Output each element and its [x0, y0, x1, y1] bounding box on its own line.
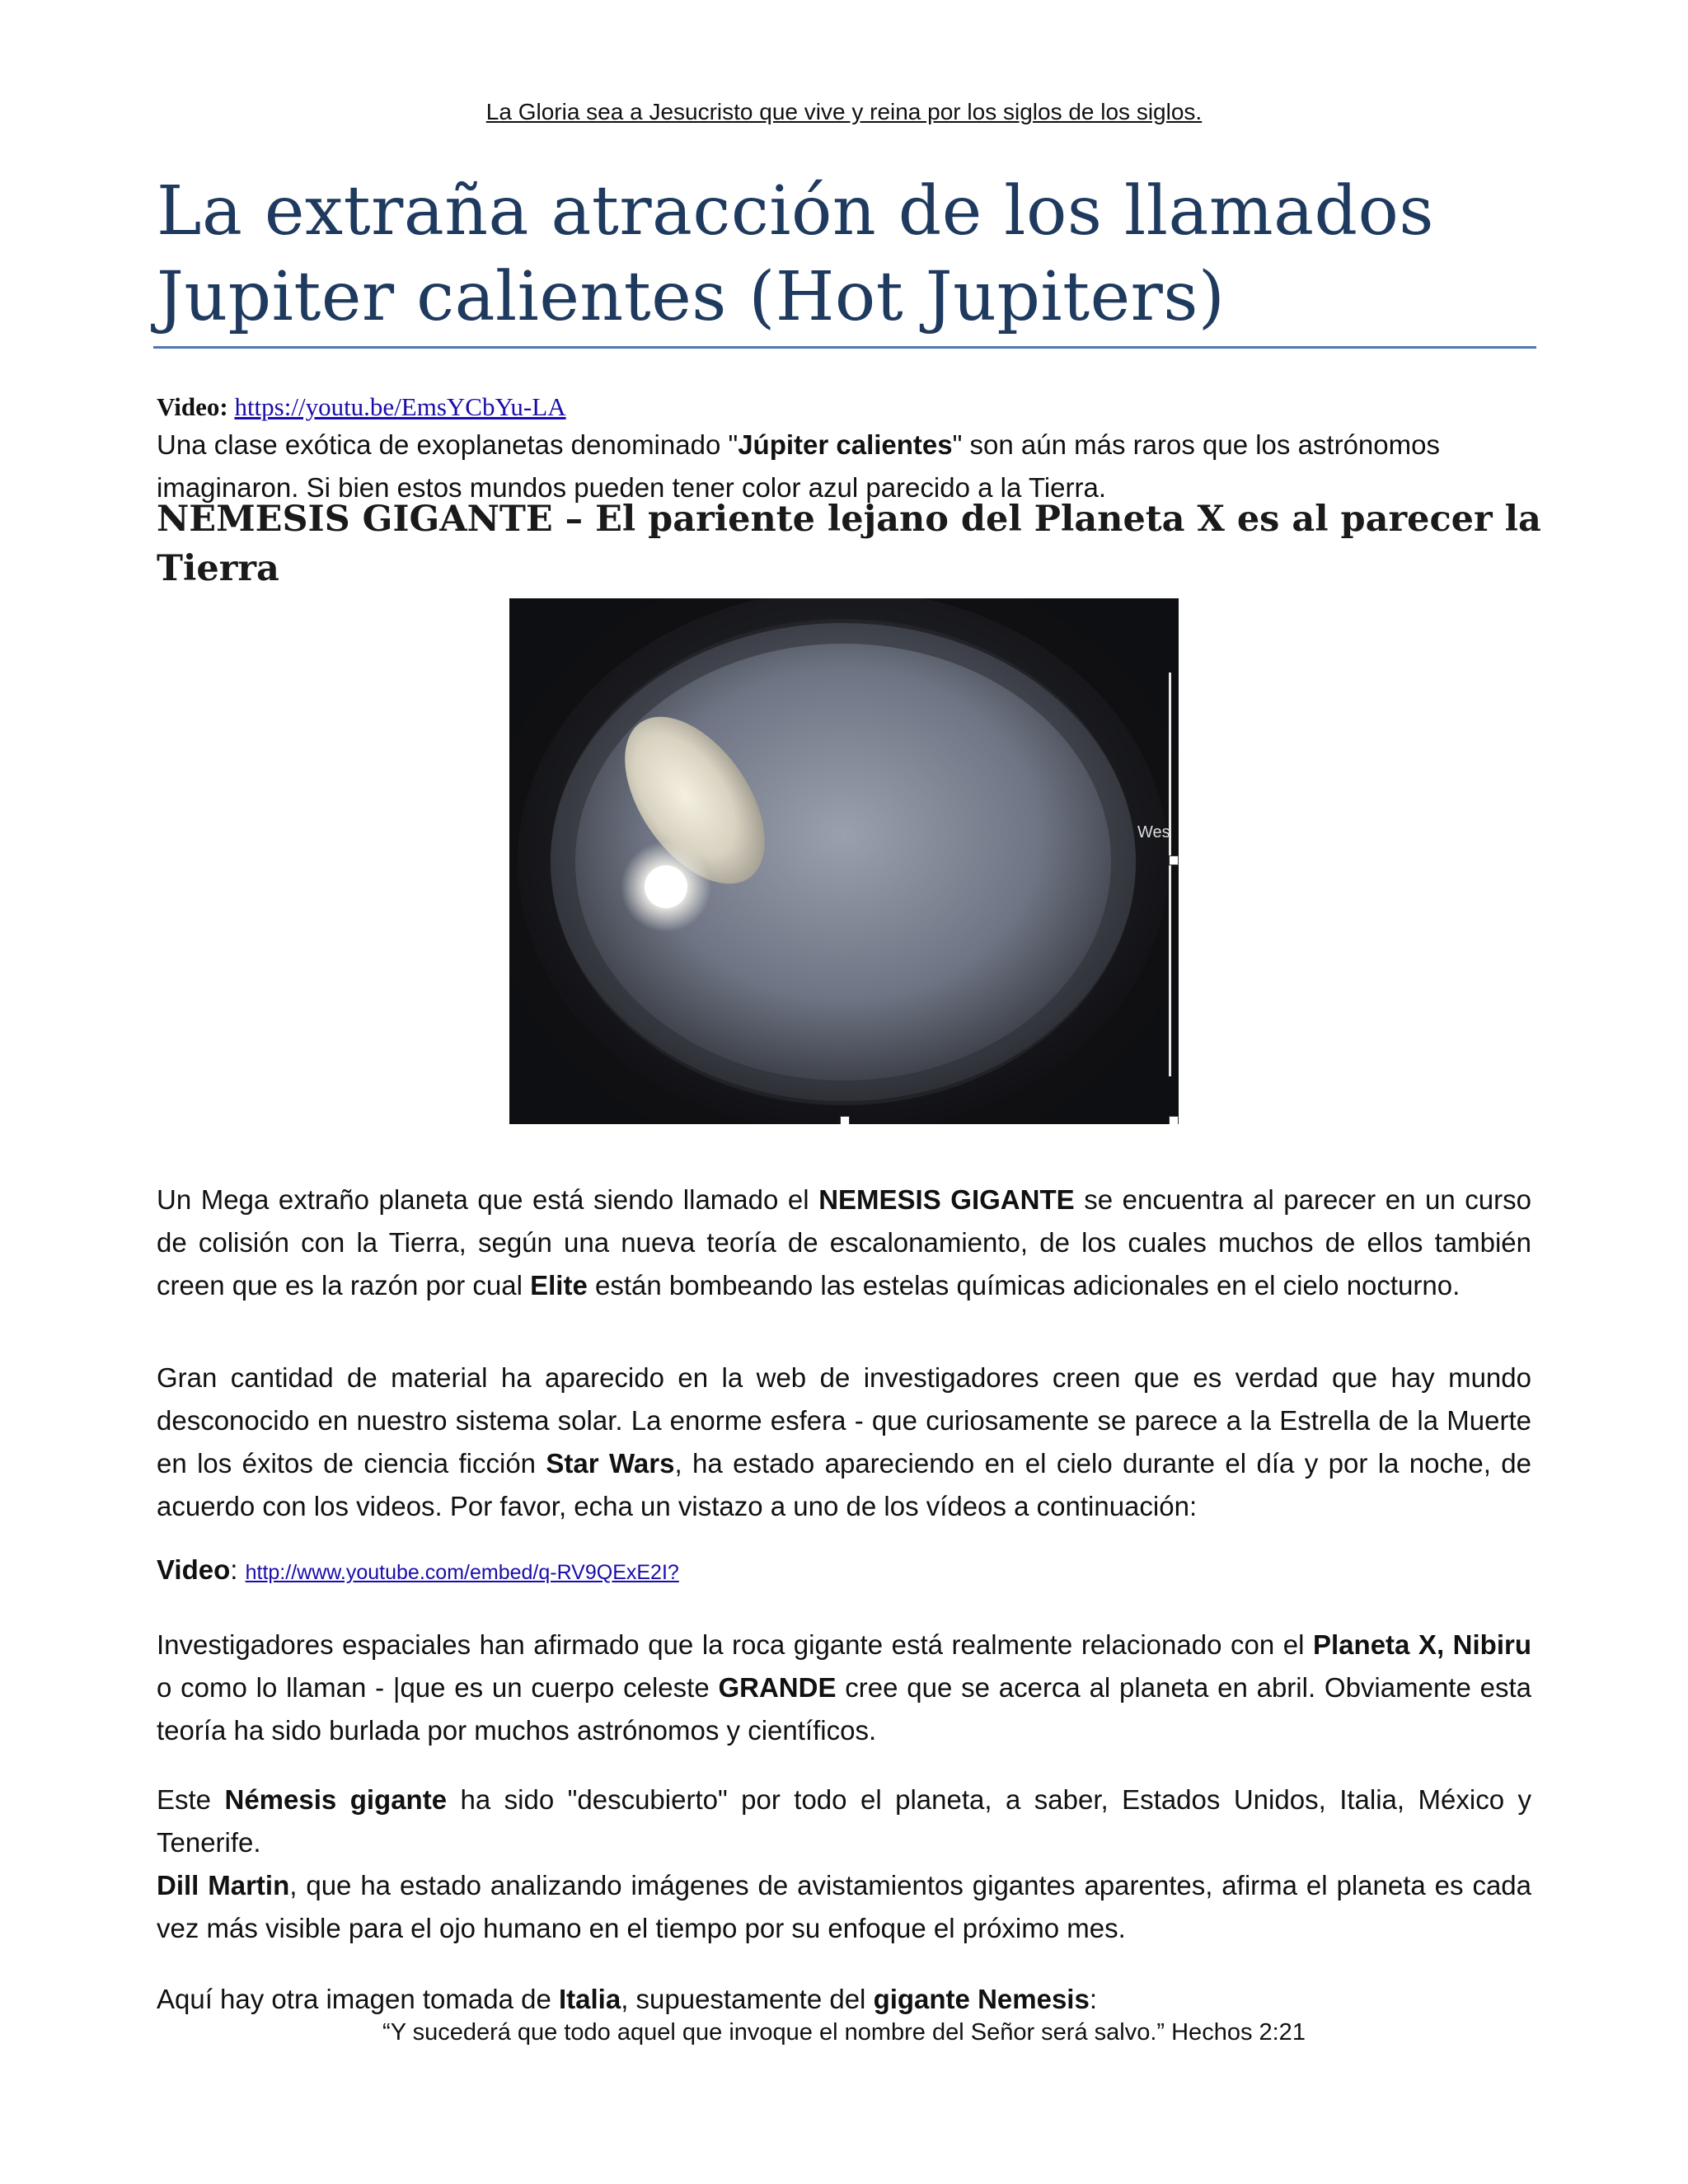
p1-text-a: Un Mega extraño planeta que está siendo llamado el	[157, 1184, 819, 1215]
resize-handle-bottom[interactable]	[840, 1116, 850, 1124]
section-heading: NEMESIS GIGANTE – El pariente lejano del Planeta X es al parecer la Tierra	[157, 499, 1541, 589]
page-footer-quote: “Y sucederá que todo aquel que invoque el nombre del Señor será salvo.” Hechos 2:21	[382, 2019, 1306, 2046]
p6-text-e: :	[1089, 1984, 1097, 2014]
p3-text-e: cree que se acerca al planeta en abril. Obviamente esta teoría ha sido burlada por muchos astrónomos y científicos.	[157, 1672, 1531, 1746]
p3-text-c: o como lo llaman - |que es un cuerpo celeste	[157, 1672, 719, 1703]
p3-text-a: Investigadores espaciales han afirmado que la roca gigante está realmente relacionado con el	[157, 1629, 1313, 1660]
photo-label: Wes	[1137, 823, 1170, 841]
resize-handle-corner[interactable]	[1169, 1116, 1179, 1124]
p6-text-a: Aquí hay otra imagen tomada de	[157, 1984, 559, 2014]
video-link[interactable]: https://youtu.be/EmsYCbYu-LA	[234, 392, 566, 421]
p2-bold-star-wars: Star Wars	[546, 1448, 675, 1479]
intro-bold: Júpiter calientes	[738, 429, 953, 460]
p4-text-a: Este	[157, 1784, 225, 1815]
video-label: Video:	[157, 392, 228, 421]
sky-photo	[509, 598, 1179, 1124]
p1-bold-elite: Elite	[530, 1270, 588, 1301]
title-divider	[153, 346, 1536, 349]
intro-text-post: " son aún más raros que los astrónomos imaginaron. Si bien estos mundos pueden tener color azul parecido a la Tierra.	[157, 429, 1440, 503]
p6-bold-italia: Italia	[558, 1984, 621, 2014]
video-link-line	[157, 392, 566, 422]
page-title: La extraña atracción de los llamados Jupiter calientes (Hot Jupiters)	[157, 172, 1434, 336]
video2-link[interactable]: http://www.youtube.com/embed/q-RV9QExE2I?	[245, 1561, 679, 1584]
p2-text-a: Gran cantidad de material ha aparecido en la web de investigadores creen que es verdad que hay mundo desconocido en nuestro sistema solar. La enorme esfera - que curiosamente se parece a la Estrella de la Muerte en los éxitos de ciencia ficción	[157, 1362, 1531, 1479]
p5-bold-dill-martin: Dill Martin	[157, 1870, 290, 1900]
p4-bold-nemesis: Némesis gigante	[224, 1784, 448, 1815]
fisheye-sky-image	[509, 598, 1179, 1124]
p1-bold-nemesis: NEMESIS GIGANTE	[818, 1184, 1075, 1215]
paragraph-5	[157, 1864, 1531, 1950]
resize-handle-right[interactable]	[1169, 855, 1179, 865]
paragraph-6	[157, 1978, 1531, 2021]
video2-colon: :	[230, 1554, 246, 1585]
p6-text-c: , supuestamente del	[621, 1984, 874, 2014]
video2-label: Video	[157, 1554, 231, 1585]
p6-bold-gigante: gigante Nemesis	[873, 1984, 1090, 2014]
paragraph-4	[157, 1779, 1531, 1864]
paragraph-2	[157, 1357, 1531, 1528]
intro-text-pre: Una clase exótica de exoplanetas denominado "	[157, 429, 738, 460]
p1-text-c: se encuentra al parecer en un curso de colisión con la Tierra, según una nueva teoría de escalonamiento, de los cuales muchos de ellos también creen que es la razón por cual	[157, 1184, 1531, 1301]
p1-text-e: están bombeando las estelas químicas adicionales en el cielo nocturno.	[587, 1270, 1461, 1301]
paragraph-1	[157, 1179, 1531, 1307]
p5-text-b: , que ha estado analizando imágenes de avistamientos gigantes aparentes, afirma el planeta es cada vez más visible para el ojo humano en el tiempo por su enfoque el próximo mes.	[157, 1870, 1532, 1943]
paragraph-3	[157, 1624, 1531, 1752]
p3-bold-grande: GRANDE	[718, 1672, 837, 1703]
p3-bold-planeta-x: Planeta X, Nibiru	[1313, 1629, 1531, 1660]
p2-text-c: , ha estado apareciendo en el cielo durante el día y por la noche, de acuerdo con los videos. Por favor, echa un vistazo a uno de los vídeos a continuación:	[157, 1448, 1531, 1521]
p4-text-c: ha sido "descubierto" por todo el planeta, a saber, Estados Unidos, Italia, México y Tenerife.	[157, 1784, 1531, 1858]
video2-line	[157, 1554, 679, 1586]
page-header: La Gloria sea a Jesucristo que vive y reina por los siglos de los siglos.	[485, 99, 1203, 124]
